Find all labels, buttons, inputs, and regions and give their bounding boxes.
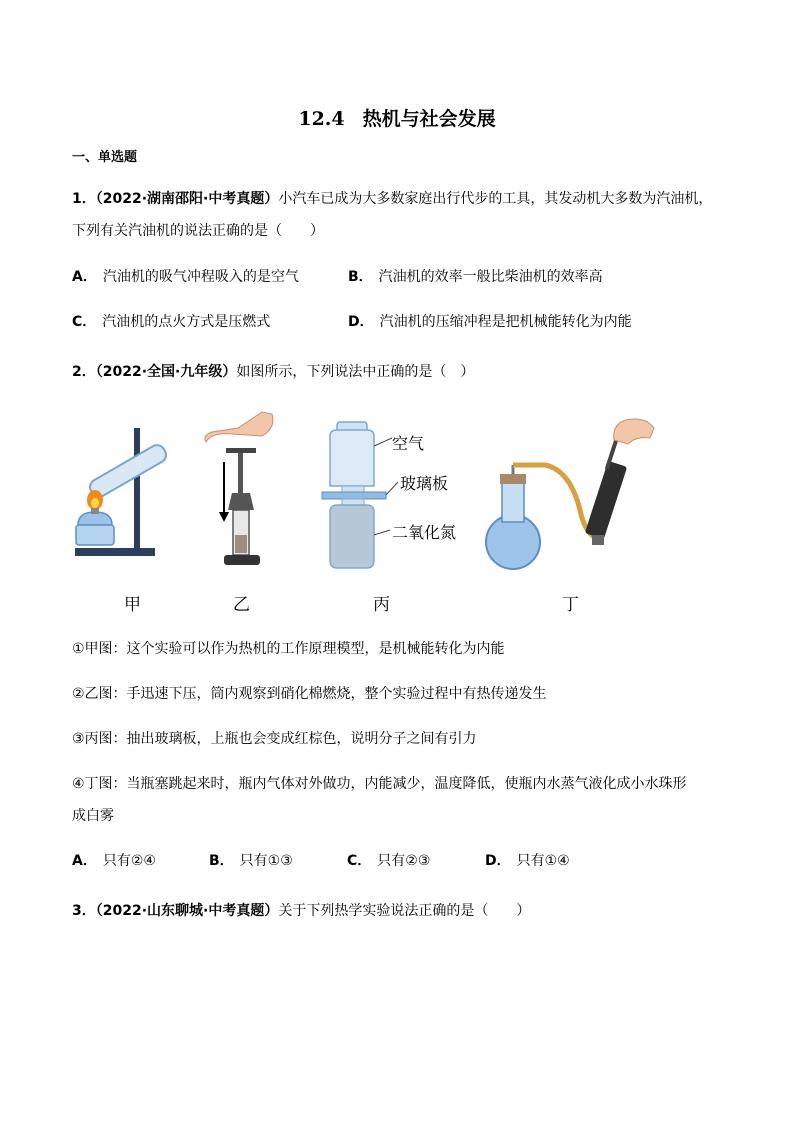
question-1-stem: 小汽车已成为大多数家庭出行代步的工具，其发动机大多数为汽油机，	[278, 191, 713, 207]
q1-option-a-text: 汽油机的吸气冲程吸入的是空气	[102, 269, 299, 285]
q2-option-c-key: C．	[347, 853, 372, 869]
section-heading: 一、单选题	[72, 150, 138, 165]
q1-option-a-key: A．	[72, 269, 97, 285]
question-3-number: 3．	[72, 903, 96, 919]
q1-option-b-key: B．	[348, 269, 373, 285]
q1-option-c-key: C．	[72, 314, 97, 330]
question-2-number: 2．	[72, 364, 96, 380]
figure-jia-illustration	[75, 428, 169, 556]
statement-3: ③丙图：抽出玻璃板，上瓶也会变成红棕色，说明分子之间有引力	[72, 731, 477, 747]
figure-yi-illustration	[205, 412, 273, 565]
q1-option-b-text: 汽油机的效率一般比柴油机的效率高	[378, 269, 603, 285]
q2-option-c-text: 只有②③	[377, 853, 431, 869]
q1-option-d-text: 汽油机的压缩冲程是把机械能转化为内能	[379, 314, 632, 330]
q2-option-b-text: 只有①③	[239, 853, 293, 869]
statement-1: ①甲图：这个实验可以作为热机的工作原理模型，是机械能转化为内能	[72, 641, 505, 657]
question-1-source: （2022·湖南邵阳·中考真题）	[95, 191, 279, 207]
title-number: 12.4	[298, 108, 345, 130]
question-2-stem: 如图所示，下列说法中正确的是（ ）	[236, 364, 475, 380]
figure-label-ding: 丁	[562, 595, 579, 615]
question-2-source: （2022·全国·九年级）	[95, 364, 237, 380]
figure-label-glass-plate: 玻璃板	[400, 474, 449, 493]
q1-option-c-text: 汽油机的点火方式是压燃式	[102, 314, 271, 330]
figure-label-nitrogen-dioxide: 二氧化氮	[392, 523, 457, 542]
q2-option-c[interactable]	[347, 850, 430, 870]
q2-option-a-text: 只有②④	[102, 853, 156, 869]
question-1-line2: 下列有关汽油机的说法正确的是（ ）	[72, 223, 324, 239]
figure-ding-illustration	[486, 419, 654, 569]
q2-option-a-key: A．	[72, 853, 97, 869]
q2-option-d[interactable]	[485, 850, 570, 870]
q2-option-d-text: 只有①④	[516, 853, 570, 869]
question-3-stem: 关于下列热学实验说法正确的是（ ）	[278, 903, 531, 919]
figure-label-jia: 甲	[124, 595, 141, 615]
statement-4-continued: 成白雾	[72, 808, 114, 824]
question-1-number: 1．	[72, 191, 96, 207]
q1-option-d-key: D．	[348, 314, 374, 330]
figure-label-yi: 乙	[233, 595, 250, 615]
q2-option-a[interactable]	[72, 850, 156, 870]
q2-option-d-key: D．	[485, 853, 511, 869]
title-text: 热机与社会发展	[362, 108, 496, 130]
figure-bing-illustration	[322, 422, 398, 568]
figure-label-bing: 丙	[373, 595, 390, 615]
statement-2: ②乙图：手迅速下压，筒内观察到硝化棉燃烧，整个实验过程中有热传递发生	[72, 686, 547, 702]
q2-option-b[interactable]	[209, 850, 293, 870]
question-3-source: （2022·山东聊城·中考真题）	[95, 903, 279, 919]
question-3-line	[72, 900, 530, 920]
statement-4: ④丁图：当瓶塞跳起来时，瓶内气体对外做功，内能减少，温度降低，使瓶内水蒸气液化成小水珠形	[72, 776, 687, 792]
q2-option-b-key: B．	[209, 853, 234, 869]
figure-label-air: 空气	[392, 434, 425, 453]
